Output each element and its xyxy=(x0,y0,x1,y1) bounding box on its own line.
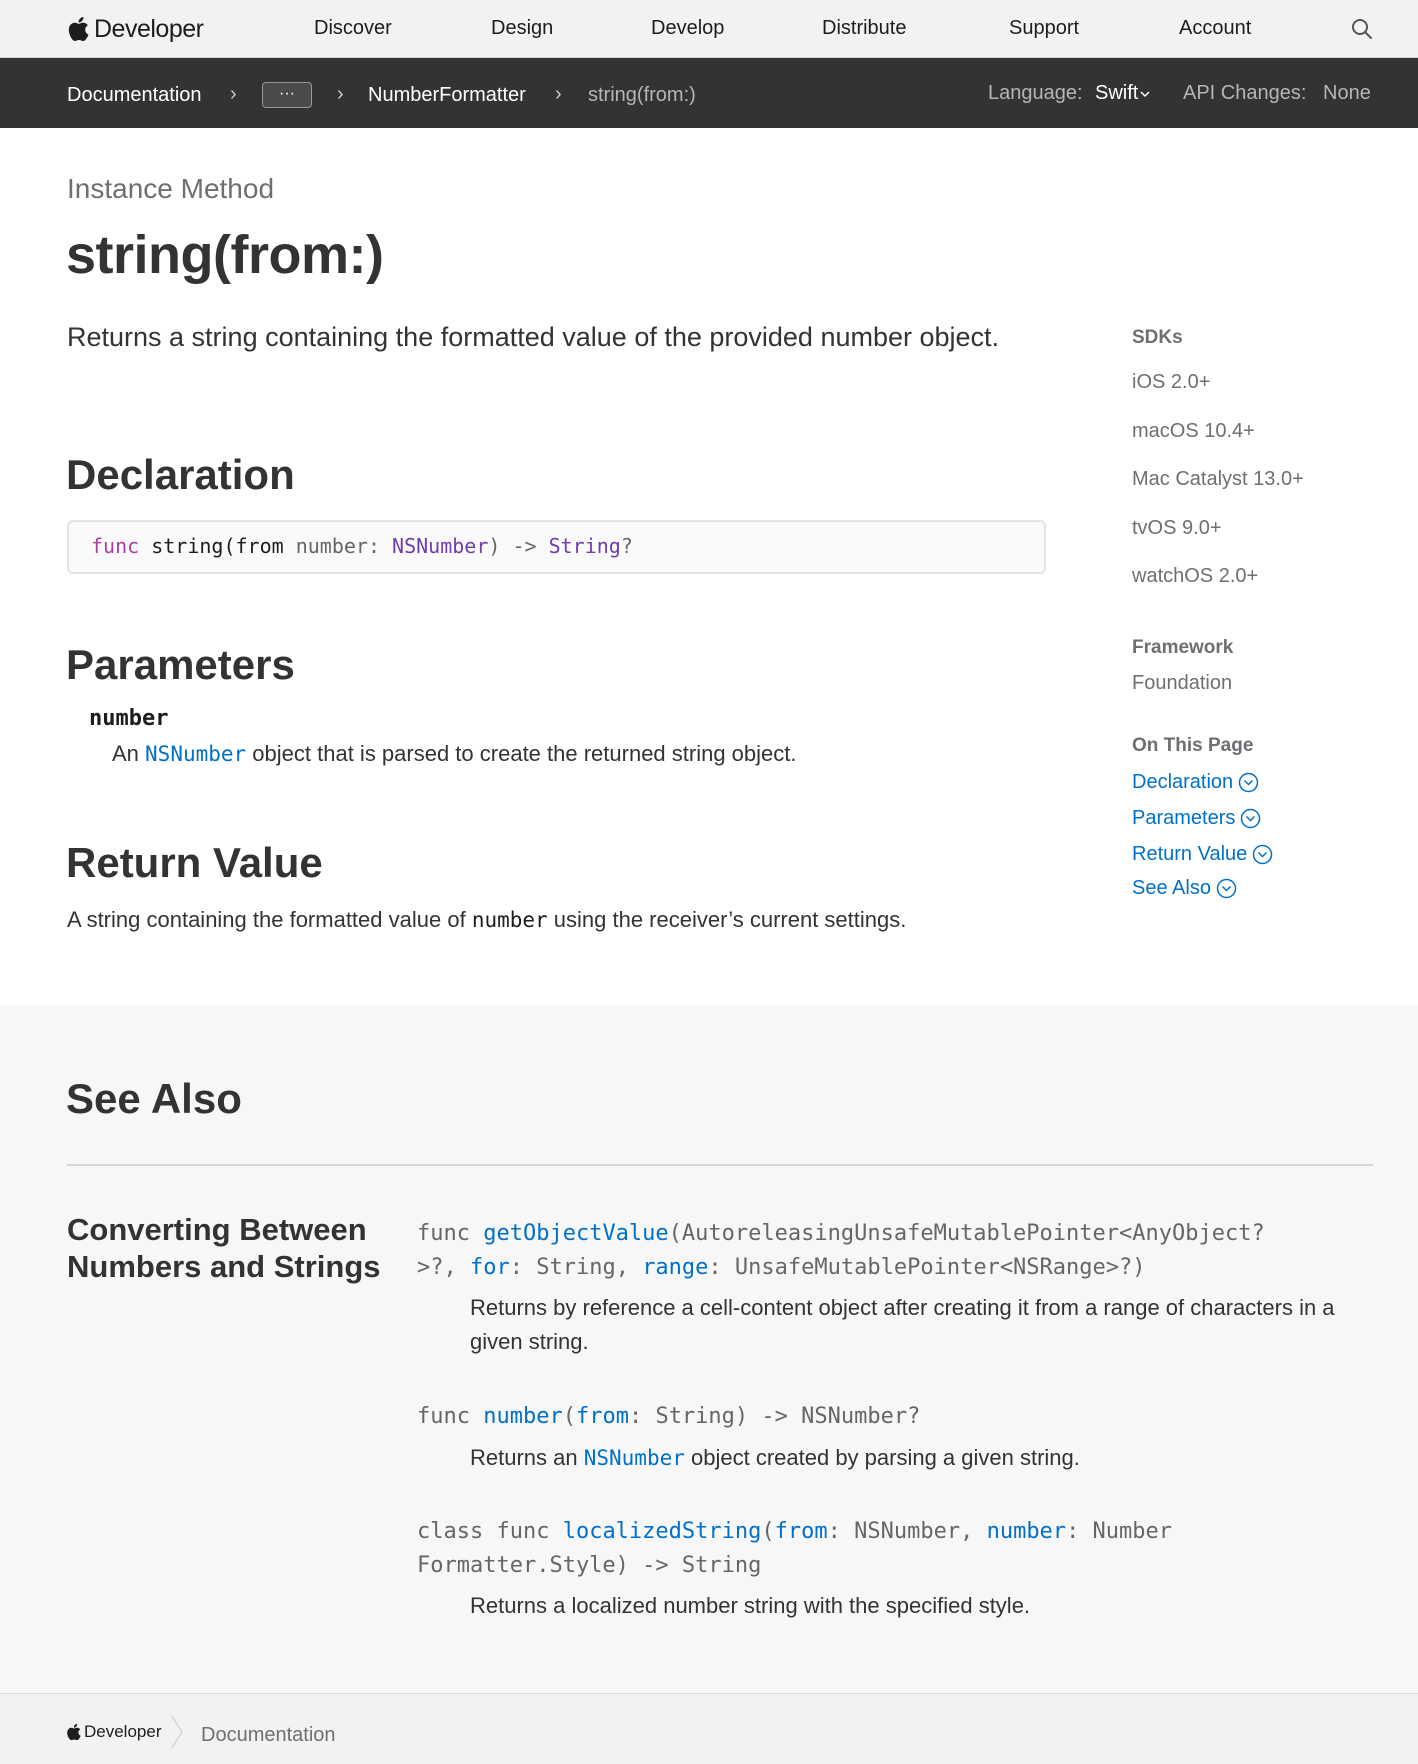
nav-design[interactable]: Design xyxy=(491,17,554,39)
language-value: Swift xyxy=(1095,82,1139,104)
breadcrumb-documentation[interactable]: Documentation xyxy=(67,84,202,106)
symbol-link-getobjectvalue[interactable]: getObjectValue xyxy=(483,1221,669,1246)
chevron-down-circle-icon xyxy=(1238,772,1259,793)
code-name: string(from xyxy=(139,534,284,558)
framework-name: Foundation xyxy=(1132,672,1233,694)
code-optional: ? xyxy=(620,534,633,558)
breadcrumb-chevron-icon: › xyxy=(337,83,344,105)
see-also-heading: See Also xyxy=(66,1075,242,1122)
symbol-link-localizedstring[interactable]: localizedString xyxy=(562,1519,762,1544)
return-text: using the receiver’s current settings. xyxy=(547,907,907,932)
sym-arg: from xyxy=(575,1404,629,1429)
sdk-macos: macOS 10.4+ xyxy=(1132,420,1255,442)
sdk-tvos: tvOS 9.0+ xyxy=(1132,517,1222,539)
chevron-down-circle-icon xyxy=(1216,878,1237,899)
sym-token: class func xyxy=(417,1519,563,1544)
breadcrumb-chevron-icon: › xyxy=(555,83,562,105)
sym-token: : Number xyxy=(1066,1519,1173,1544)
sym-desc-text: object created by parsing a given string. xyxy=(684,1445,1080,1470)
nav-support[interactable]: Support xyxy=(1009,17,1080,39)
toc-see-also[interactable] xyxy=(1132,877,1237,900)
param-desc-text: An xyxy=(112,741,146,766)
breadcrumb-chevron-icon: › xyxy=(230,83,237,105)
parameter-name: number xyxy=(89,706,169,731)
sym-token: ( xyxy=(562,1404,576,1429)
code-return-type: String xyxy=(548,534,621,558)
sym-token: (AutoreleasingUnsafeMutablePointer<AnyObject? xyxy=(668,1221,1265,1246)
global-nav xyxy=(0,0,1418,58)
symbol-declaration xyxy=(417,1404,920,1429)
api-changes-label: API Changes: xyxy=(1183,82,1307,104)
chevron-down-circle-icon xyxy=(1240,808,1261,829)
abstract: Returns a string containing the formatted value of the provided number object. xyxy=(67,322,1000,352)
sym-token: : NSNumber, xyxy=(827,1519,987,1544)
chevron-down-circle-icon xyxy=(1252,844,1273,865)
return-text: A string containing the formatted value of xyxy=(67,907,472,932)
sym-token: >?, xyxy=(417,1255,470,1280)
return-code: number xyxy=(471,908,548,932)
see-also-section xyxy=(0,1005,1418,1693)
framework-heading: Framework xyxy=(1132,637,1234,658)
symbol-declaration-cont: Formatter.Style) -> String xyxy=(417,1553,762,1578)
toc-label: Parameters xyxy=(1132,807,1236,829)
parameter-description xyxy=(112,741,797,767)
api-changes-value[interactable]: None xyxy=(1323,82,1371,104)
sym-token: func xyxy=(417,1404,484,1429)
symbol-declaration-cont xyxy=(417,1255,1146,1280)
language-label: Language: xyxy=(988,82,1083,104)
sym-arg: number xyxy=(986,1519,1067,1544)
footer-developer-link[interactable] xyxy=(66,1722,162,1742)
symbol-description: Returns by reference a cell-content object after creating it from a range of characters in a given string. xyxy=(470,1295,1335,1354)
sym-token: : String) -> NSNumber? xyxy=(628,1404,921,1429)
sdk-ios: iOS 2.0+ xyxy=(1132,371,1211,393)
breadcrumb-ellipsis-button[interactable]: ··· xyxy=(262,82,312,108)
toc-label: See Also xyxy=(1132,877,1211,899)
apple-logo-icon xyxy=(66,1723,81,1741)
page-title: string(from:) xyxy=(66,225,384,285)
declaration-heading: Declaration xyxy=(66,451,295,498)
sym-token: : String, xyxy=(509,1255,643,1280)
sym-token: : UnsafeMutablePointer<NSRange>?) xyxy=(708,1255,1146,1280)
breadcrumb-current-page: string(from:) xyxy=(588,84,696,106)
toc-label: Declaration xyxy=(1132,771,1234,793)
nsnumber-link[interactable]: NSNumber xyxy=(583,1446,685,1470)
sym-token: func xyxy=(417,1221,484,1246)
code-keyword: func xyxy=(91,534,140,558)
breadcrumb-numberformatter[interactable]: NumberFormatter xyxy=(368,84,526,106)
code-arrow: ) -> xyxy=(488,534,549,558)
breadcrumb-chevron-icon xyxy=(170,1714,184,1750)
footer-breadcrumb-documentation[interactable]: Documentation xyxy=(201,1724,336,1746)
topic-group-title: Converting Between Numbers and Strings xyxy=(67,1212,381,1284)
developer-brand-text: Developer xyxy=(94,14,204,43)
language-selector[interactable] xyxy=(1095,82,1151,105)
toc-parameters[interactable] xyxy=(1132,807,1261,830)
chevron-down-icon xyxy=(1139,89,1151,99)
nsnumber-link[interactable]: NSNumber xyxy=(145,742,247,766)
symbol-declaration xyxy=(417,1519,1172,1544)
code-param: number: xyxy=(283,534,393,558)
symbol-description: Returns a localized number string with the specified style. xyxy=(470,1593,1031,1618)
sdks-heading: SDKs xyxy=(1132,327,1183,348)
symbol-link-number[interactable]: number xyxy=(483,1404,563,1429)
documentation-nav-bar xyxy=(0,58,1418,128)
search-icon[interactable] xyxy=(1350,17,1374,41)
nav-distribute[interactable]: Distribute xyxy=(822,17,907,39)
sym-arg: from xyxy=(774,1519,828,1544)
sym-arg: range xyxy=(642,1255,709,1280)
toc-return-value[interactable] xyxy=(1132,843,1273,866)
nav-discover[interactable]: Discover xyxy=(314,17,392,39)
footer-brand-text: Developer xyxy=(84,1722,162,1741)
nav-develop[interactable]: Develop xyxy=(651,17,725,39)
symbol-description xyxy=(470,1441,1375,1475)
toc-declaration[interactable] xyxy=(1132,771,1259,794)
sym-arg: for xyxy=(469,1255,510,1280)
declaration-code xyxy=(67,520,1046,574)
developer-home-link[interactable] xyxy=(67,12,203,46)
sym-desc-text: Returns an xyxy=(470,1445,584,1470)
sdk-watchos: watchOS 2.0+ xyxy=(1132,565,1259,587)
divider xyxy=(67,1164,1373,1166)
symbol-kind-eyebrow: Instance Method xyxy=(67,173,275,204)
apple-logo-icon xyxy=(67,16,89,42)
sym-token: ( xyxy=(761,1519,775,1544)
toc-label: Return Value xyxy=(1132,843,1248,865)
nav-account[interactable]: Account xyxy=(1179,17,1252,39)
parameters-heading: Parameters xyxy=(66,641,295,688)
return-value-text xyxy=(67,907,906,933)
sdk-mac-catalyst: Mac Catalyst 13.0+ xyxy=(1132,468,1304,490)
param-desc-text: object that is parsed to create the returned string object. xyxy=(246,741,797,766)
symbol-declaration xyxy=(417,1221,1265,1246)
return-value-heading: Return Value xyxy=(66,839,323,886)
footer xyxy=(0,1693,1418,1764)
code-type: NSNumber xyxy=(392,534,489,558)
on-this-page-heading: On This Page xyxy=(1132,735,1254,756)
